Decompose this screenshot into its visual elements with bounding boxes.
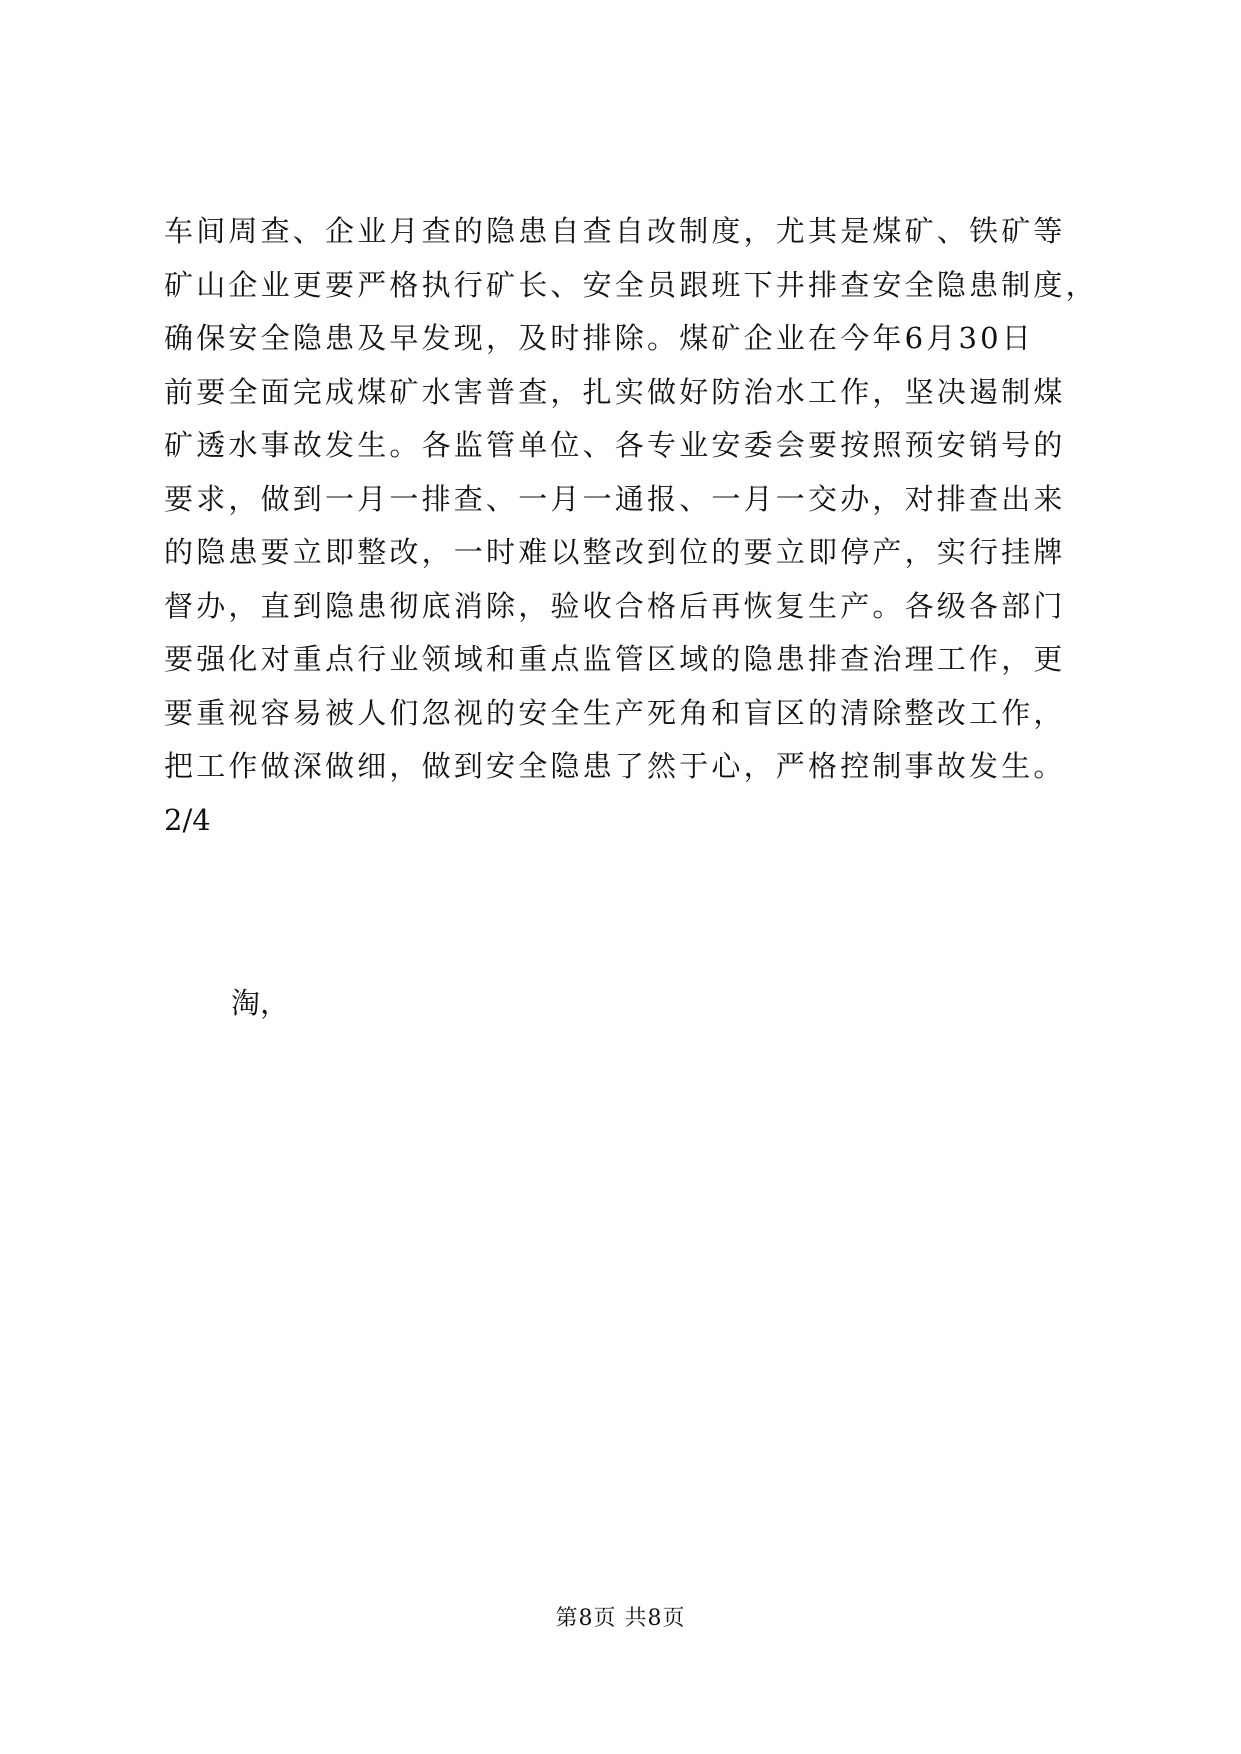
page-marker: 2/4 (164, 802, 211, 837)
text-fragment: 淘， (231, 986, 290, 1020)
body-line-7: 的隐患要立即整改，一时难以整改到位的要立即停产，实行挂牌 (164, 535, 1066, 569)
page-footer: 第8页 共8页 (555, 1606, 686, 1631)
body-line-6: 要求，做到一月一排查、一月一通报、一月一交办，对排查出来 (164, 481, 1066, 516)
body-line-11: 把工作做深做细，做到安全隐患了然于心，严格控制事故发生。 (164, 749, 1066, 783)
body-line-10: 要重视容易被人们忽视的安全生产死角和盲区的清除整改工作， (164, 695, 1066, 730)
body-line-3: 确保安全隐患及早发现，及时排除。煤矿企业在今年6月30日 (164, 321, 1034, 355)
document-body (164, 205, 1124, 847)
body-line-2: 矿山企业更要严格执行矿长、安全员跟班下井排查安全隐患制度， (164, 267, 1098, 302)
body-line-5: 矿透水事故发生。各监管单位、各专业安委会要按照预安销号的 (164, 428, 1066, 462)
body-line-8: 督办，直到隐患彻底消除，验收合格后再恢复生产。各级各部门 (164, 588, 1066, 623)
body-line-1: 车间周查、企业月查的隐患自查自改制度，尤其是煤矿、铁矿等 (164, 214, 1066, 248)
body-line-4: 前要全面完成煤矿水害普查，扎实做好防治水工作，坚决遏制煤 (164, 374, 1066, 409)
body-line-9: 要强化对重点行业领域和重点监管区域的隐患排查治理工作，更 (164, 642, 1066, 676)
